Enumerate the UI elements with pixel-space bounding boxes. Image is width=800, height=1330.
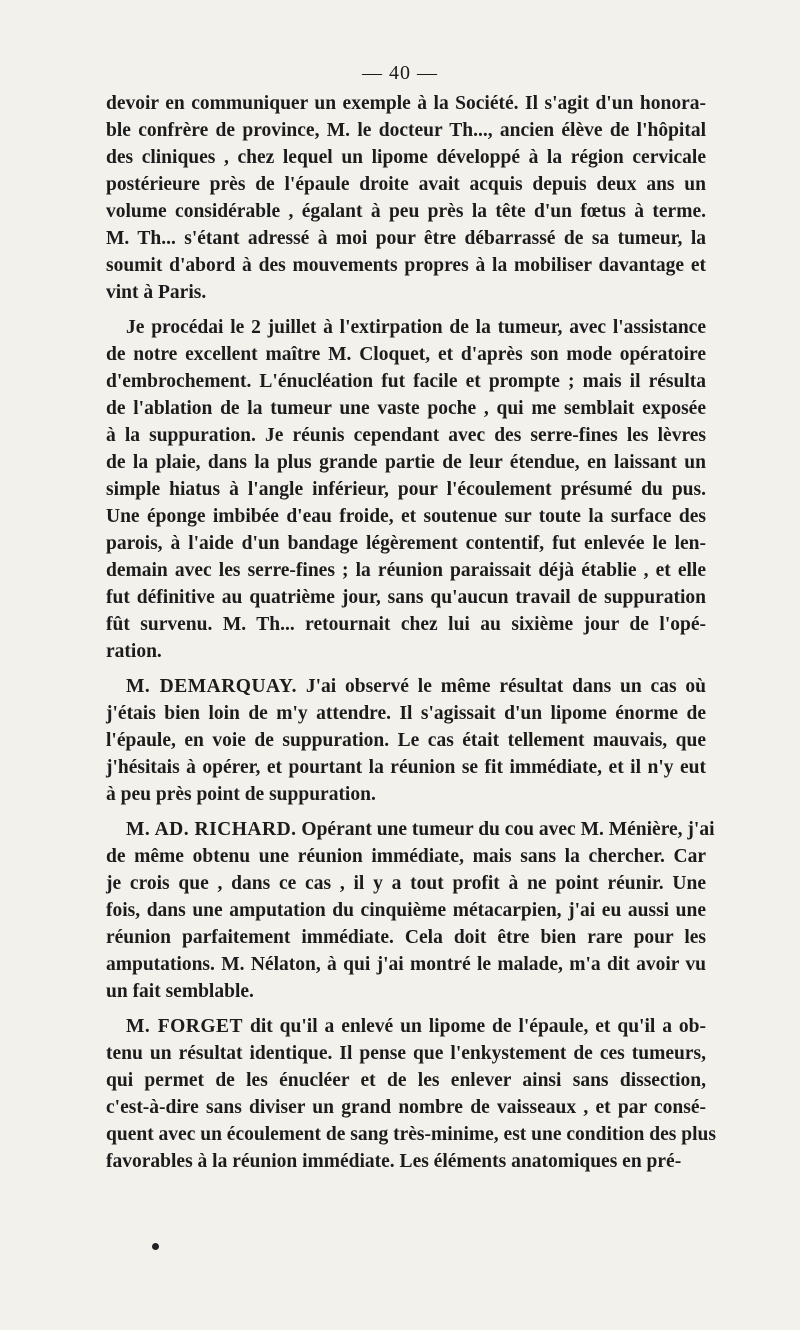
text-line: volume considérable , égalant à peu près la tête d'un fœtus à terme. (106, 201, 706, 222)
speaker-text: Opérant une tumeur du cou avec M. Ménière, j'ai (296, 819, 715, 840)
text-line: fût survenu. M. Th... retournait chez lui au sixième jour de l'opé- (106, 614, 706, 635)
speaker-name: M. FORGET (126, 1016, 244, 1037)
text-line: des cliniques , chez lequel un lipome développé à la région cervicale (106, 147, 706, 168)
text-line: de même obtenu une réunion immédiate, mais sans la chercher. Car (106, 846, 706, 867)
text-line: simple hiatus à l'angle inférieur, pour l'écoulement présumé du pus. (106, 479, 706, 500)
text-line: soumit d'abord à des mouvements propres à la mobiliser davantage et (106, 255, 706, 276)
paragraph (106, 673, 706, 808)
text-line: j'étais bien loin de m'y attendre. Il s'agissait d'un lipome énorme de (106, 703, 706, 724)
speaker-text: dit qu'il a enlevé un lipome de l'épaule, et qu'il a ob- (243, 1016, 706, 1037)
paragraph-spacer (106, 1005, 706, 1013)
paragraph-spacer (106, 665, 706, 673)
text-line: réunion parfaitement immédiate. Cela doit être bien rare pour les (106, 927, 706, 948)
text-line: c'est-à-dire sans diviser un grand nombre de vaisseaux , et par consé- (106, 1097, 706, 1118)
paragraph (106, 816, 715, 1005)
text-line: parois, à l'aide d'un bandage légèrement contentif, fut enlevée le len- (106, 533, 706, 554)
text-line: devoir en communiquer un exemple à la Société. Il s'agit d'un honora- (106, 93, 706, 114)
text-line: fois, dans une amputation du cinquième métacarpien, j'ai eu aussi une (106, 900, 706, 921)
text-line: ration. (106, 641, 162, 662)
body-text (106, 90, 716, 1175)
text-line: à la suppuration. Je réunis cependant avec des serre-fines les lèvres (106, 425, 706, 446)
text-line: d'embrochement. L'énucléation fut facile et prompte ; mais il résulta (106, 371, 706, 392)
text-line: de la plaie, dans la plus grande partie de leur étendue, en laissant un (106, 452, 706, 473)
text-line: Une éponge imbibée d'eau froide, et soutenue sur toute la surface des (106, 506, 706, 527)
text-line: ble confrère de province, M. le docteur Th..., ancien élève de l'hôpital (106, 120, 706, 141)
text-line (106, 816, 715, 843)
paragraph-spacer (106, 306, 706, 314)
text-line: postérieure près de l'épaule droite avait acquis depuis deux ans un (106, 174, 706, 195)
paragraph (106, 314, 706, 665)
text-line: à peu près point de suppuration. (106, 784, 376, 805)
text-line: M. Th... s'étant adressé à moi pour être débarrassé de sa tumeur, la (106, 228, 706, 249)
text-line: favorables à la réunion immédiate. Les éléments anatomiques en pré- (106, 1151, 682, 1172)
speaker-text: J'ai observé le même résultat dans un cas où (297, 676, 707, 697)
text-line: qui permet de les énucléer et de les enlever ainsi sans dissection, (106, 1070, 706, 1091)
text-line: vint à Paris. (106, 282, 207, 303)
text-line: amputations. M. Nélaton, à qui j'ai montré le malade, m'a dit avoir vu (106, 954, 706, 975)
ink-dot (152, 1243, 159, 1250)
text-line: tenu un résultat identique. Il pense que l'enkystement de ces tumeurs, (106, 1043, 706, 1064)
text-line: j'hésitais à opérer, et pourtant la réunion se fit immédiate, et il n'y eut (106, 757, 706, 778)
text-line: un fait semblable. (106, 981, 254, 1002)
page-number: — 40 — (362, 62, 438, 84)
text-line: demain avec les serre-fines ; la réunion paraissait déjà établie , et elle (106, 560, 706, 581)
text-line: je crois que , dans ce cas , il y a tout profit à ne point réunir. Une (106, 873, 706, 894)
text-line (106, 673, 706, 700)
text-line: de l'ablation de la tumeur une vaste poche , qui me semblait exposée (106, 398, 706, 419)
text-line (106, 1013, 706, 1040)
speaker-name: M. DEMARQUAY. (126, 676, 298, 697)
text-line: fut définitive au quatrième jour, sans qu'aucun travail de suppuration (106, 587, 706, 608)
text-line: quent avec un écoulement de sang très-minime, est une condition des plus (106, 1124, 716, 1145)
text-line: l'épaule, en voie de suppuration. Le cas était tellement mauvais, que (106, 730, 706, 751)
speaker-name: M. AD. RICHARD. (126, 819, 297, 840)
text-line: Je procédai le 2 juillet à l'extirpation de la tumeur, avec l'assistance (126, 317, 706, 338)
paragraph (106, 90, 706, 306)
paragraph-spacer (106, 808, 706, 816)
text-line: de notre excellent maître M. Cloquet, et d'après son mode opératoire (106, 344, 706, 365)
paragraph (106, 1013, 716, 1175)
